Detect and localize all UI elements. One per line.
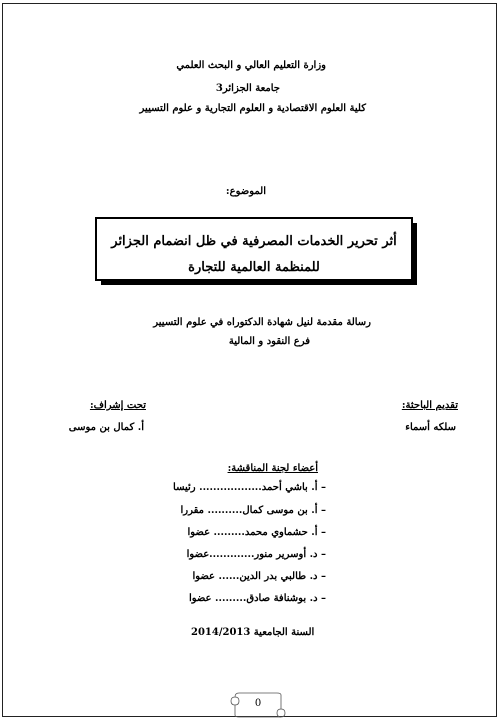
committee-member: – أ. بن موسى كمال.......... مقررا bbox=[180, 505, 326, 516]
committee-member: – د. أوسرير منور.............عضوا bbox=[186, 549, 326, 560]
ministry-line: وزارة التعليم العالي و البحث العلمي bbox=[176, 60, 326, 71]
committee-member: – أ. باشي أحمد.................. رئيسا bbox=[173, 482, 326, 493]
academic-year: السنة الجامعية 2014/2013 bbox=[191, 627, 315, 638]
faculty-line: كلية العلوم الاقتصادية و العلوم التجارية و علوم التسيير bbox=[139, 103, 366, 114]
document-page bbox=[2, 3, 497, 717]
thesis-degree-line: رسالة مقدمة لنيل شهادة الدكتوراه في علوم التسيير bbox=[153, 317, 371, 328]
page-number: 0 bbox=[254, 698, 262, 709]
supervisor-name: أ. كمال بن موسى bbox=[68, 422, 144, 433]
title-frame bbox=[95, 217, 413, 281]
committee-member: – د. طالبي بدر الدين...... عضوا bbox=[192, 571, 326, 582]
presented-by-label: تقديم الباحثة: bbox=[401, 400, 458, 411]
subject-label: الموضوع: bbox=[225, 186, 266, 197]
university-line: جامعة الجزائر3 bbox=[215, 83, 280, 94]
committee-member: – د. بوشنافة صادق......... عضوا bbox=[188, 593, 326, 604]
thesis-title: أثر تحرير الخدمات المصرفية في ظل انضمام الجزائر للمنظمة العالمية للتجارة bbox=[111, 234, 397, 275]
committee-title: أعضاء لجنة المناقشة: bbox=[227, 463, 318, 474]
committee-member: – أ. حشماوي محمد......... عضوا bbox=[187, 527, 326, 538]
thesis-branch-line: فرع النقود و المالية bbox=[228, 336, 310, 347]
supervision-label: تحت إشراف: bbox=[89, 400, 146, 411]
student-name: سلكه أسماء bbox=[405, 422, 456, 433]
